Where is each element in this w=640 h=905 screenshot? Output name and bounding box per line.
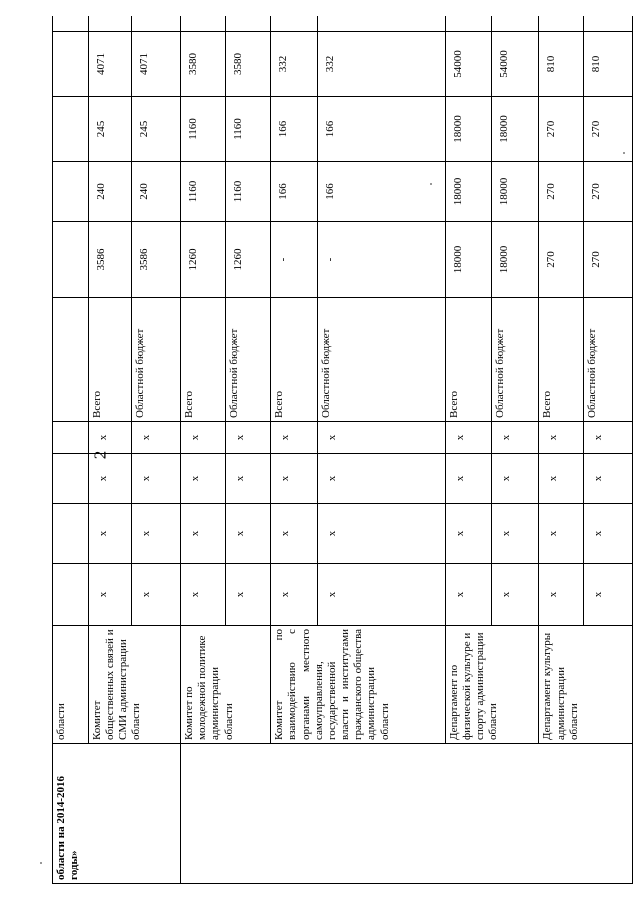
x-mark: х (180, 504, 225, 564)
value-2016: 18000 (491, 97, 539, 162)
value-total: 810 (539, 32, 584, 97)
x-mark: х (180, 422, 225, 454)
x-mark: х (180, 564, 225, 626)
value-2014: 3586 (88, 222, 131, 298)
x-mark: х (88, 422, 131, 454)
value-2014: - (317, 222, 445, 298)
x-mark: х (132, 504, 181, 564)
value-2015: 18000 (445, 162, 491, 222)
value-2014: 18000 (491, 222, 539, 298)
value-2016: 1160 (225, 97, 271, 162)
value-2016: 245 (132, 97, 181, 162)
org-cell: Комитет общественных связей и СМИ администрации области (88, 626, 180, 744)
x-mark: х (539, 504, 584, 564)
value-total: 54000 (491, 32, 539, 97)
value-2014: 3586 (132, 222, 181, 298)
org-cell: Департамент культуры администрации области (539, 626, 633, 744)
source-cell: Областной бюджет (317, 298, 445, 422)
value-total: 332 (271, 32, 318, 97)
program-funding-table (52, 16, 633, 884)
x-mark: х (88, 564, 131, 626)
value-2014: - (271, 222, 318, 298)
x-mark: х (491, 422, 539, 454)
value-2016: 245 (88, 97, 131, 162)
source-cell: Всего (539, 298, 584, 422)
value-2014: 18000 (445, 222, 491, 298)
x-mark: х (132, 564, 181, 626)
x-mark: х (445, 564, 491, 626)
rotated-table-wrapper (52, 16, 633, 884)
value-2015: 270 (539, 162, 584, 222)
value-2016: 166 (317, 97, 445, 162)
x-mark: х (583, 422, 632, 454)
value-2014: 270 (583, 222, 632, 298)
x-mark: х (317, 422, 445, 454)
page-number: 2 (90, 450, 110, 460)
value-2016: 270 (583, 97, 632, 162)
x-mark: х (225, 504, 271, 564)
value-2015: 240 (132, 162, 181, 222)
x-mark: х (225, 454, 271, 504)
value-2014: 270 (539, 222, 584, 298)
table-header-row (53, 16, 89, 884)
value-total: 3580 (180, 32, 225, 97)
x-mark: х (491, 454, 539, 504)
value-2016: 1160 (180, 97, 225, 162)
source-cell: Областной бюджет (583, 298, 632, 422)
x-mark: х (539, 454, 584, 504)
value-2015: 18000 (491, 162, 539, 222)
header-org-cell: области (53, 626, 89, 744)
x-mark: х (180, 454, 225, 504)
source-cell: Областной бюджет (132, 298, 181, 422)
source-cell: Всего (271, 298, 318, 422)
value-total: 810 (583, 32, 632, 97)
x-mark: х (271, 564, 318, 626)
source-cell: Всего (88, 298, 131, 422)
x-mark: х (271, 422, 318, 454)
x-mark: х (583, 564, 632, 626)
value-2016: 18000 (445, 97, 491, 162)
x-mark: х (317, 504, 445, 564)
source-cell: Областной бюджет (225, 298, 271, 422)
x-mark: х (225, 564, 271, 626)
x-mark: х (132, 454, 181, 504)
x-mark: х (583, 454, 632, 504)
x-mark: х (583, 504, 632, 564)
x-mark: х (445, 422, 491, 454)
value-2016: 270 (539, 97, 584, 162)
x-mark: х (225, 422, 271, 454)
value-total: 54000 (445, 32, 491, 97)
x-mark: х (317, 454, 445, 504)
org-cell: Комитет по взаимодействию с органами местного самоуправления, государственной власти и институтами гражданского общества администрации области (271, 626, 446, 744)
value-total: 332 (317, 32, 445, 97)
value-2016: 166 (271, 97, 318, 162)
x-mark: х (271, 504, 318, 564)
x-mark: х (88, 454, 131, 504)
source-cell: Всего (445, 298, 491, 422)
value-2015: 166 (271, 162, 318, 222)
x-mark: х (445, 454, 491, 504)
scan-speck (40, 862, 42, 864)
org-cell: Комитет по молодежной политике администрации области (180, 626, 270, 744)
value-2015: 240 (88, 162, 131, 222)
x-mark: х (271, 454, 318, 504)
value-2015: 166 (317, 162, 445, 222)
value-2015: 1160 (225, 162, 271, 222)
org-cell: Департамент по физической культуре и спорту администрации области (445, 626, 539, 744)
source-cell: Всего (180, 298, 225, 422)
program-name-cell: области на 2014-2016 годы» (53, 744, 181, 884)
value-2014: 1260 (180, 222, 225, 298)
x-mark: х (88, 504, 131, 564)
x-mark: х (132, 422, 181, 454)
value-2015: 1160 (180, 162, 225, 222)
value-2014: 1260 (225, 222, 271, 298)
value-total: 4071 (88, 32, 131, 97)
value-total: 3580 (225, 32, 271, 97)
x-mark: х (491, 564, 539, 626)
x-mark: х (539, 422, 584, 454)
x-mark: х (491, 504, 539, 564)
table-row (180, 16, 225, 884)
x-mark: х (445, 504, 491, 564)
value-2015: 270 (583, 162, 632, 222)
x-mark: х (539, 564, 584, 626)
x-mark: х (317, 564, 445, 626)
value-total: 4071 (132, 32, 181, 97)
source-cell: Областной бюджет (491, 298, 539, 422)
